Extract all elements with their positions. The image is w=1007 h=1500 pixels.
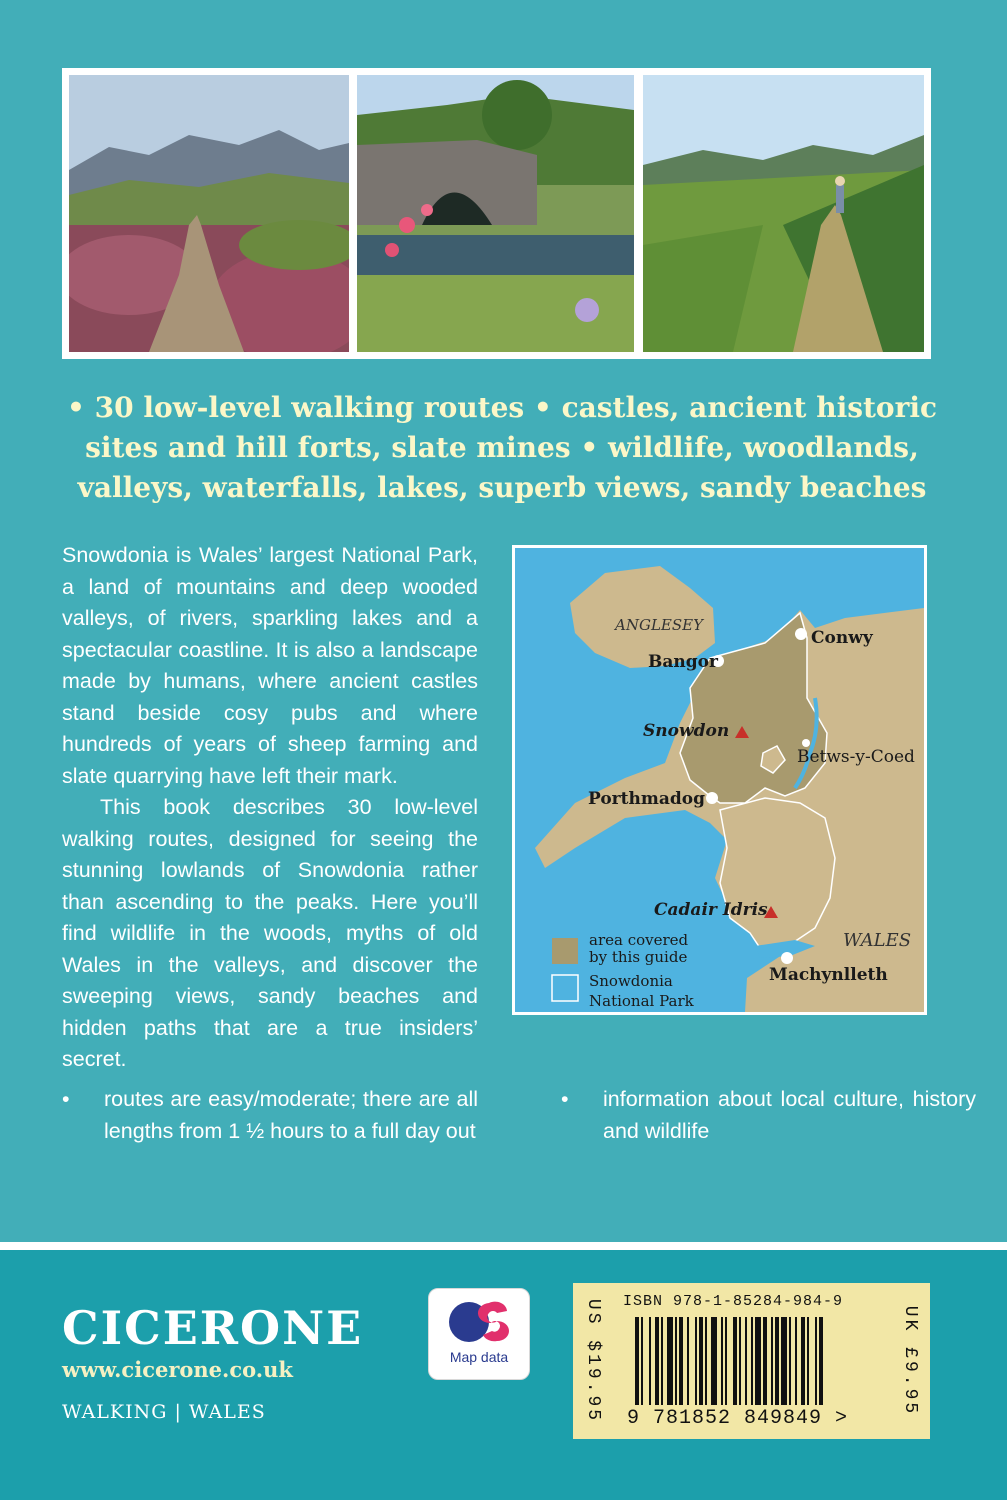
- barcode-bar: [775, 1317, 779, 1405]
- barcode-bar: [641, 1317, 643, 1405]
- barcode-bar: [649, 1317, 651, 1405]
- isbn-text: ISBN 978-1-85284-984-9: [623, 1293, 844, 1310]
- barcode-bar: [751, 1317, 753, 1405]
- barcode-bar: [819, 1317, 823, 1405]
- barcode-bar: [781, 1317, 787, 1405]
- barcode-bar: [807, 1317, 809, 1405]
- barcode-bar: [739, 1317, 741, 1405]
- barcode-bar: [667, 1317, 673, 1405]
- heather-moorland-path-photo: [69, 75, 349, 352]
- stone-bridge-river-photo: [357, 75, 634, 352]
- photo-strip: [62, 68, 931, 359]
- map-marker-machynlleth: [781, 952, 793, 964]
- legend-swatch-park: [552, 975, 578, 1001]
- barcode-bar: [801, 1317, 805, 1405]
- bullet-text: information about local culture, history and wildlife: [603, 1087, 976, 1143]
- map-label-conwy: Conwy: [811, 628, 873, 648]
- price-us-text: US $19.95: [583, 1298, 603, 1424]
- barcode-icon: [635, 1317, 875, 1405]
- snowdonia-map: [512, 545, 927, 1015]
- map-marker-conwy: [795, 628, 807, 640]
- description-paragraph-1: Snowdonia is Wales’ largest National Park, a land of mountains and deep wooded valleys, of rivers, sparkling lakes and a spectacular coastline. It is also a landscape made by humans, where ancient castles stand beside cosy pubs and where hundreds of years of sheep farming and slate quarrying have left their mark.: [62, 543, 478, 788]
- map-label-betws: Betws-y-Coed: [797, 747, 915, 767]
- barcode-bar: [733, 1317, 737, 1405]
- price-uk: [890, 1283, 930, 1439]
- walker-on-valley-path-photo: [643, 75, 924, 352]
- os-logo-icon: [447, 1297, 511, 1347]
- map-label-bangor: Bangor: [648, 652, 718, 672]
- map-label-machynlleth: Machynlleth: [769, 965, 888, 985]
- isbn-barcode-panel: [573, 1283, 930, 1439]
- highlights-line-2: sites and hill forts, slate mines • wildlife, woodlands,: [85, 431, 919, 464]
- barcode-bar: [795, 1317, 797, 1405]
- barcode-bar: [655, 1317, 659, 1405]
- map-label-wales: WALES: [843, 930, 912, 951]
- os-map-data-badge: [428, 1288, 530, 1380]
- feature-highlights: [62, 388, 942, 508]
- publisher-url[interactable]: www.cicerone.co.uk: [62, 1357, 293, 1382]
- barcode-bar: [755, 1317, 761, 1405]
- legend-park-line-1: Snowdonia: [589, 972, 673, 990]
- map-label-anglesey: ANGLESEY: [615, 616, 703, 634]
- barcode-bar: [695, 1317, 697, 1405]
- barcode-bar: [661, 1317, 663, 1405]
- description-paragraph-2: This book describes 30 low-level walking routes, designed for seeing the stunning lowlands of Snowdonia rather than ascending to the peaks. Here you’ll find wildlife in the woods, myths of old Wales in the valleys, and discover the sweeping views, sandy beaches and hidden paths that are a true insiders’ secret.: [62, 795, 478, 1071]
- legend-park-line-2: National Park: [589, 992, 694, 1010]
- barcode-bar: [699, 1317, 703, 1405]
- barcode-number: 9 781852 849849 >: [627, 1407, 849, 1430]
- barcode-bar: [679, 1317, 683, 1405]
- publisher-logo: CICERONE: [62, 1301, 364, 1355]
- bullet-marker: •: [62, 1087, 70, 1111]
- barcode-bar: [635, 1317, 639, 1405]
- map-label-cadair-idris: Cadair Idris: [654, 900, 768, 920]
- highlights-line-3: valleys, waterfalls, lakes, superb views, sandy beaches: [77, 471, 927, 504]
- price-us: [573, 1283, 613, 1439]
- bullet-text: routes are easy/moderate; there are all lengths from 1 ½ hours to a full day out: [104, 1087, 478, 1143]
- map-marker-betws: [802, 739, 810, 747]
- price-uk-text: UK £9.95: [900, 1305, 920, 1417]
- book-category: WALKING | WALES: [62, 1401, 266, 1423]
- barcode-bar: [789, 1317, 791, 1405]
- barcode-bar: [705, 1317, 707, 1405]
- book-description: [62, 540, 478, 1076]
- barcode-bar: [771, 1317, 773, 1405]
- barcode-bar: [721, 1317, 723, 1405]
- highlights-line-1: • 30 low-level walking routes • castles, ancient historic: [66, 391, 938, 424]
- barcode-bar: [763, 1317, 767, 1405]
- bullet-marker: •: [561, 1087, 569, 1111]
- map-label-porthmadog: Porthmadog: [588, 789, 705, 809]
- barcode-bar: [687, 1317, 689, 1405]
- barcode-bar: [711, 1317, 717, 1405]
- barcode-bar: [675, 1317, 677, 1405]
- legend-covered-line-2: by this guide: [589, 948, 688, 966]
- map-label-snowdon: Snowdon: [643, 721, 730, 741]
- legend-swatch-covered: [552, 938, 578, 964]
- barcode-bar: [745, 1317, 747, 1405]
- footer-divider: [0, 1242, 1007, 1250]
- legend-covered-line-1: area covered: [589, 931, 689, 949]
- os-badge-label: Map data: [449, 1349, 509, 1365]
- barcode-bar: [725, 1317, 727, 1405]
- map-marker-porthmadog: [706, 792, 718, 804]
- barcode-bar: [815, 1317, 817, 1405]
